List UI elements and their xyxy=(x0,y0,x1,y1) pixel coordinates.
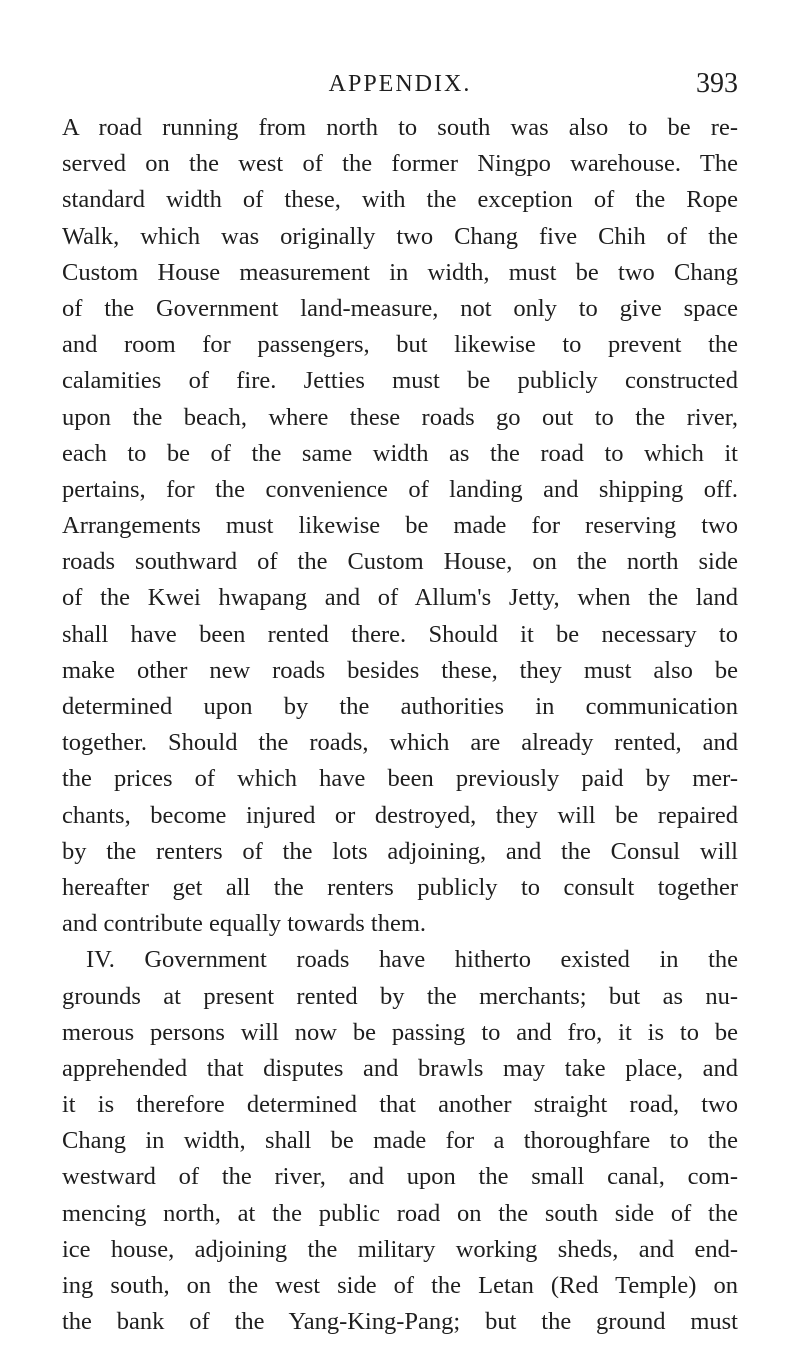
page-number: 393 xyxy=(696,68,738,99)
text-line: make other new roads besides these, they must also be xyxy=(62,656,738,684)
text-line: apprehended that disputes and brawls may take place, and xyxy=(62,1054,738,1082)
text-line: each to be of the same width as the road to which it xyxy=(62,439,738,467)
text-line: it is therefore determined that another straight road, two xyxy=(62,1091,738,1119)
text-line: merous persons will now be passing to and fro, it is to be xyxy=(62,1018,738,1046)
text-line: roads southward of the Custom House, on the north side xyxy=(62,548,738,576)
text-line: A road running from north to south was also to be re- xyxy=(62,114,738,141)
text-line: Chang in width, shall be made for a thoroughfare to the xyxy=(62,1127,738,1155)
text-line: by the renters of the lots adjoining, and the Consul will xyxy=(62,837,738,865)
text-line: chants, become injured or destroyed, they will be repaired xyxy=(62,801,738,829)
text-line: determined upon by the authorities in communication xyxy=(62,693,738,720)
text-line: the prices of which have been previously paid by mer- xyxy=(62,765,738,793)
body-text xyxy=(62,110,738,1340)
text-line: the bank of the Yang-King-Pang; but the ground must xyxy=(62,1308,738,1336)
text-line: Custom House measurement in width, must be two Chang xyxy=(62,258,738,286)
text-line-paragraph-end: and contribute equally towards them. xyxy=(62,910,426,938)
text-line: Walk, which was originally two Chang five Chih of the xyxy=(62,222,738,250)
text-line: of the Kwei hwapang and of Allum's Jetty, when the land xyxy=(62,584,738,612)
text-line: westward of the river, and upon the small canal, com- xyxy=(62,1163,738,1191)
text-line: together. Should the roads, which are already rented, and xyxy=(62,729,738,757)
text-line-section-start: IV. Government roads have hitherto existed in the xyxy=(86,946,738,974)
text-line: hereafter get all the renters publicly to consult together xyxy=(62,873,738,901)
text-line: calamities of fire. Jetties must be publicly constructed xyxy=(62,367,738,395)
running-head xyxy=(62,64,738,104)
text-line: upon the beach, where these roads go out to the river, xyxy=(62,403,738,431)
text-line: pertains, for the convenience of landing and shipping off. xyxy=(62,475,738,503)
text-line: ing south, on the west side of the Letan (Red Temple) on xyxy=(62,1272,738,1299)
text-line: of the Government land-measure, not only to give space xyxy=(62,294,738,322)
text-line: mencing north, at the public road on the south side of the xyxy=(62,1199,738,1227)
text-line: and room for passengers, but likewise to prevent the xyxy=(62,331,738,359)
text-line: standard width of these, with the exception of the Rope xyxy=(62,186,738,214)
text-line: served on the west of the former Ningpo warehouse. The xyxy=(62,150,738,178)
text-line: grounds at present rented by the merchants; but as nu- xyxy=(62,982,738,1010)
text-line: shall have been rented there. Should it be necessary to xyxy=(62,620,738,648)
running-head-title: APPENDIX. xyxy=(328,71,472,97)
text-line: ice house, adjoining the military working sheds, and end- xyxy=(62,1235,738,1263)
text-line: Arrangements must likewise be made for reserving two xyxy=(62,512,738,540)
